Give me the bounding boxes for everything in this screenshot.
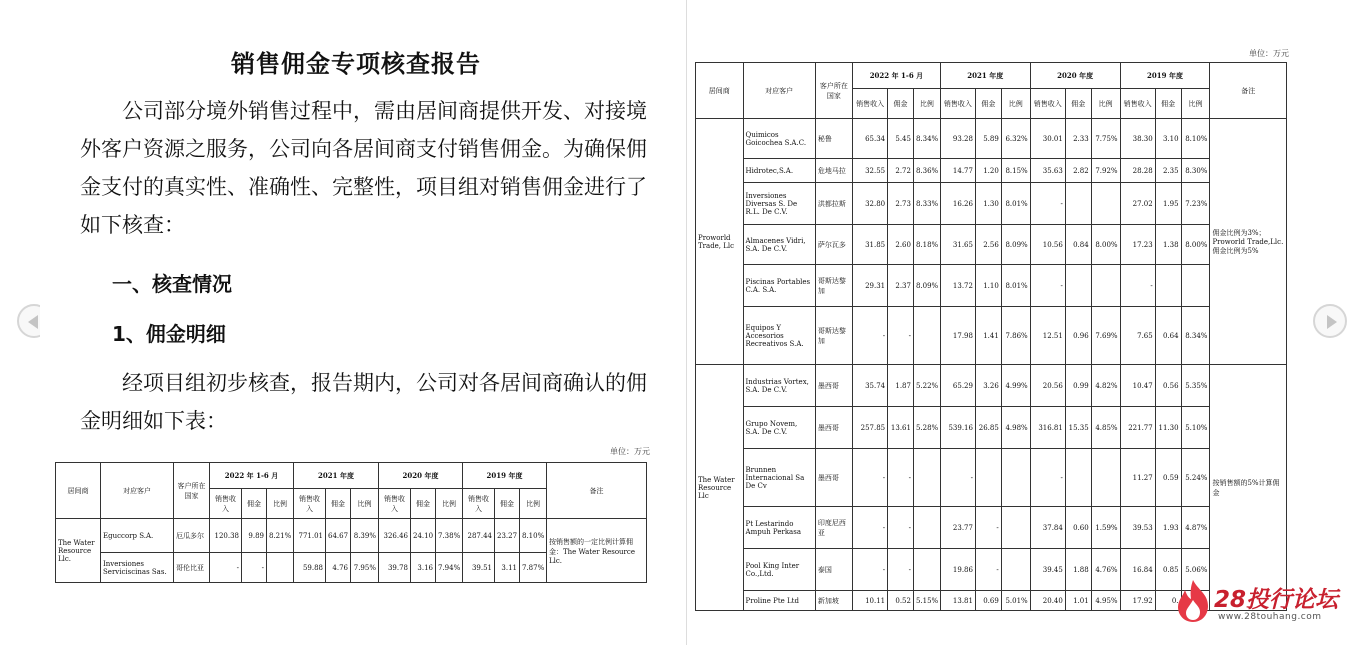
report-title: 销售佣金专项核查报告 bbox=[231, 50, 481, 78]
value-cell: 0.60 bbox=[1065, 507, 1091, 549]
value-cell: 4.82% bbox=[1091, 365, 1120, 407]
header-year: 2020 年度 bbox=[1030, 63, 1120, 89]
value-cell bbox=[1001, 549, 1030, 591]
value-cell: 12.51 bbox=[1030, 307, 1065, 365]
unit-label: 单位：万元 bbox=[610, 447, 650, 456]
value-cell: 4.76 bbox=[326, 553, 351, 583]
value-cell: 17.23 bbox=[1120, 225, 1155, 265]
value-cell bbox=[1091, 265, 1120, 307]
value-cell: 2.56 bbox=[975, 225, 1001, 265]
header-revenue: 销售收入 bbox=[294, 489, 326, 519]
header-country: 客户所在国家 bbox=[815, 63, 852, 119]
country-cell: 印度尼西亚 bbox=[815, 507, 852, 549]
value-cell bbox=[267, 553, 294, 583]
value-cell: 7.86% bbox=[1001, 307, 1030, 365]
value-cell: 17.98 bbox=[940, 307, 975, 365]
value-cell: 8.09% bbox=[913, 265, 940, 307]
value-cell bbox=[913, 507, 940, 549]
header-ratio: 比例 bbox=[520, 489, 547, 519]
client-cell: Grupo Novem, S.A. De C.V. bbox=[743, 407, 815, 449]
value-cell: 5.15% bbox=[913, 591, 940, 611]
table-row bbox=[696, 507, 1287, 549]
value-cell: 3.16 bbox=[411, 553, 436, 583]
value-cell: 4.87% bbox=[1181, 507, 1210, 549]
value-cell: - bbox=[1120, 265, 1155, 307]
value-cell: 10.47 bbox=[1120, 365, 1155, 407]
value-cell: 5.01% bbox=[1001, 591, 1030, 611]
table-row bbox=[696, 225, 1287, 265]
value-cell: 39.53 bbox=[1120, 507, 1155, 549]
value-cell: 2.33 bbox=[1065, 119, 1091, 159]
value-cell: 13.61 bbox=[888, 407, 914, 449]
header-ratio: 比例 bbox=[1091, 89, 1120, 119]
forum-watermark bbox=[1172, 578, 1366, 634]
value-cell: 29.31 bbox=[853, 265, 888, 307]
value-cell: 7.87% bbox=[520, 553, 547, 583]
watermark-title: 28投行论坛 bbox=[1214, 587, 1339, 613]
value-cell: 59.88 bbox=[294, 553, 326, 583]
value-cell: 32.80 bbox=[853, 183, 888, 225]
value-cell: 5.22% bbox=[913, 365, 940, 407]
right-document-page bbox=[686, 0, 1293, 645]
value-cell: - bbox=[210, 553, 242, 583]
value-cell: 0.96 bbox=[1065, 307, 1091, 365]
value-cell: 3.10 bbox=[1155, 119, 1181, 159]
country-cell: 哥斯达黎加 bbox=[815, 307, 852, 365]
value-cell: 38.30 bbox=[1120, 119, 1155, 159]
value-cell: 5.24% bbox=[1181, 449, 1210, 507]
value-cell: 3.11 bbox=[495, 553, 520, 583]
intro-paragraph: 公司部分境外销售过程中，需由居间商提供开发、对接境外客户资源之服务，公司向各居间商支付销售佣金。为确保佣金支付的真实性、准确性、完整性，项目组对销售佣金进行了如下核查： bbox=[80, 99, 647, 237]
chevron-right-icon bbox=[1327, 315, 1337, 329]
value-cell: 0. bbox=[1155, 591, 1181, 611]
value-cell: 771.01 bbox=[294, 519, 326, 553]
value-cell bbox=[913, 549, 940, 591]
header-commission: 佣金 bbox=[242, 489, 267, 519]
chevron-left-icon bbox=[28, 315, 38, 329]
value-cell: 5.06% bbox=[1181, 549, 1210, 591]
value-cell: 65.34 bbox=[853, 119, 888, 159]
value-cell: 30.01 bbox=[1030, 119, 1065, 159]
value-cell: 8.00% bbox=[1181, 225, 1210, 265]
value-cell: 93.28 bbox=[940, 119, 975, 159]
header-commission: 佣金 bbox=[1155, 89, 1181, 119]
client-cell: Hidrotec,S.A. bbox=[743, 159, 815, 183]
watermark-url: www.28touhang.com bbox=[1218, 612, 1322, 622]
value-cell: 0.99 bbox=[1065, 365, 1091, 407]
value-cell: 31.85 bbox=[853, 225, 888, 265]
client-cell: Almacenes Vidri, S.A. De C.V. bbox=[743, 225, 815, 265]
value-cell: 35.74 bbox=[853, 365, 888, 407]
value-cell: - bbox=[1030, 265, 1065, 307]
value-cell: 4.85% bbox=[1091, 407, 1120, 449]
header-revenue: 销售收入 bbox=[210, 489, 242, 519]
value-cell bbox=[1091, 449, 1120, 507]
value-cell: - bbox=[888, 307, 914, 365]
value-cell: 2.35 bbox=[1155, 159, 1181, 183]
table-row bbox=[696, 119, 1287, 159]
header-revenue: 销售收入 bbox=[1030, 89, 1065, 119]
value-cell: 10.56 bbox=[1030, 225, 1065, 265]
value-cell: 4.98% bbox=[1001, 407, 1030, 449]
next-page-button[interactable] bbox=[1313, 304, 1347, 338]
value-cell: 23.77 bbox=[940, 507, 975, 549]
header-year: 2022 年 1-6 月 bbox=[853, 63, 941, 89]
value-cell: 64.67 bbox=[326, 519, 351, 553]
country-cell: 泰国 bbox=[815, 549, 852, 591]
value-cell bbox=[1181, 265, 1210, 307]
subsection-heading: 1、佣金明细 bbox=[112, 322, 226, 346]
header-revenue: 销售收入 bbox=[940, 89, 975, 119]
header-year: 2019 年度 bbox=[1120, 63, 1210, 89]
value-cell bbox=[1001, 507, 1030, 549]
client-cell: Inversiones Diversas S. De R.L. De C.V. bbox=[743, 183, 815, 225]
value-cell: 8.34% bbox=[1181, 307, 1210, 365]
header-revenue: 销售收入 bbox=[379, 489, 411, 519]
header-ratio: 比例 bbox=[351, 489, 379, 519]
value-cell: 28.28 bbox=[1120, 159, 1155, 183]
unit-label-right: 单位：万元 bbox=[1249, 49, 1289, 58]
header-broker: 居间商 bbox=[696, 63, 744, 119]
value-cell: 7.95% bbox=[351, 553, 379, 583]
value-cell: 5.10% bbox=[1181, 407, 1210, 449]
broker-cell: Proworld Trade, Llc bbox=[696, 119, 744, 365]
value-cell: 5.89 bbox=[975, 119, 1001, 159]
header-revenue: 销售收入 bbox=[853, 89, 888, 119]
value-cell: 287.44 bbox=[463, 519, 495, 553]
value-cell: 0.69 bbox=[975, 591, 1001, 611]
value-cell: 1.88 bbox=[1065, 549, 1091, 591]
value-cell: - bbox=[888, 507, 914, 549]
value-cell: 4.76% bbox=[1091, 549, 1120, 591]
table-row bbox=[696, 307, 1287, 365]
value-cell: 8.10% bbox=[520, 519, 547, 553]
value-cell bbox=[1155, 265, 1181, 307]
header-ratio: 比例 bbox=[436, 489, 463, 519]
header-note: 备注 bbox=[1210, 63, 1287, 119]
value-cell: 7.65 bbox=[1120, 307, 1155, 365]
country-cell: 危地马拉 bbox=[815, 159, 852, 183]
value-cell: 2.60 bbox=[888, 225, 914, 265]
header-year: 2021 年度 bbox=[294, 463, 379, 489]
value-cell: 1.41 bbox=[975, 307, 1001, 365]
value-cell: 10.11 bbox=[853, 591, 888, 611]
value-cell: 0.85 bbox=[1155, 549, 1181, 591]
value-cell: 5.35% bbox=[1181, 365, 1210, 407]
value-cell bbox=[913, 307, 940, 365]
header-ratio: 比例 bbox=[1001, 89, 1030, 119]
table-row bbox=[696, 183, 1287, 225]
value-cell: 8.36% bbox=[913, 159, 940, 183]
value-cell: 2.37 bbox=[888, 265, 914, 307]
value-cell: 35.63 bbox=[1030, 159, 1065, 183]
left-document-page bbox=[40, 0, 672, 645]
table-intro-paragraph: 经项目组初步核查，报告期内，公司对各居间商确认的佣金明细如下表： bbox=[80, 371, 647, 433]
value-cell: 4.95% bbox=[1091, 591, 1120, 611]
value-cell: 11.27 bbox=[1120, 449, 1155, 507]
header-commission: 佣金 bbox=[326, 489, 351, 519]
value-cell: 0.56 bbox=[1155, 365, 1181, 407]
table-row bbox=[56, 519, 647, 553]
header-year: 2021 年度 bbox=[940, 63, 1030, 89]
value-cell: 0.84 bbox=[1065, 225, 1091, 265]
value-cell: 8.00% bbox=[1091, 225, 1120, 265]
flame-logo-icon bbox=[1172, 578, 1214, 624]
table-row bbox=[696, 365, 1287, 407]
header-broker: 居间商 bbox=[56, 463, 101, 519]
header-ratio: 比例 bbox=[1181, 89, 1210, 119]
value-cell: 65.29 bbox=[940, 365, 975, 407]
value-cell bbox=[1065, 183, 1091, 225]
value-cell: 37.84 bbox=[1030, 507, 1065, 549]
country-cell: 新加坡 bbox=[815, 591, 852, 611]
value-cell bbox=[913, 449, 940, 507]
value-cell: 0.52 bbox=[888, 591, 914, 611]
value-cell: 1.20 bbox=[975, 159, 1001, 183]
country-cell: 哥斯达黎加 bbox=[815, 265, 852, 307]
value-cell: - bbox=[888, 449, 914, 507]
value-cell: 9.89 bbox=[242, 519, 267, 553]
value-cell: 8.09% bbox=[1001, 225, 1030, 265]
value-cell: 8.39% bbox=[351, 519, 379, 553]
header-country: 客户所在国家 bbox=[174, 463, 210, 519]
value-cell: 1.38 bbox=[1155, 225, 1181, 265]
client-cell: Piscinas Portables C.A. S.A. bbox=[743, 265, 815, 307]
header-year: 2022 年 1-6 月 bbox=[210, 463, 294, 489]
value-cell: 326.46 bbox=[379, 519, 411, 553]
value-cell: 1.93 bbox=[1155, 507, 1181, 549]
section-heading: 一、核查情况 bbox=[112, 272, 232, 296]
value-cell: 1.95 bbox=[1155, 183, 1181, 225]
client-cell: Pool King Inter Co.,Ltd. bbox=[743, 549, 815, 591]
header-ratio: 比例 bbox=[267, 489, 294, 519]
value-cell: 2.82 bbox=[1065, 159, 1091, 183]
header-note: 备注 bbox=[547, 463, 647, 519]
value-cell: 20.40 bbox=[1030, 591, 1065, 611]
header-year: 2020 年度 bbox=[379, 463, 463, 489]
value-cell: 19.86 bbox=[940, 549, 975, 591]
value-cell: - bbox=[242, 553, 267, 583]
value-cell bbox=[1065, 449, 1091, 507]
table-row bbox=[696, 265, 1287, 307]
value-cell: - bbox=[853, 549, 888, 591]
value-cell bbox=[1001, 449, 1030, 507]
value-cell: 7.23% bbox=[1181, 183, 1210, 225]
commission-table-left bbox=[55, 462, 647, 583]
value-cell: 17.92 bbox=[1120, 591, 1155, 611]
value-cell: 7.69% bbox=[1091, 307, 1120, 365]
table-row bbox=[696, 159, 1287, 183]
value-cell: 1.10 bbox=[975, 265, 1001, 307]
value-cell: 16.84 bbox=[1120, 549, 1155, 591]
header-commission: 佣金 bbox=[1065, 89, 1091, 119]
value-cell: 0.64 bbox=[1155, 307, 1181, 365]
value-cell: - bbox=[1030, 183, 1065, 225]
value-cell: 23.27 bbox=[495, 519, 520, 553]
country-cell: 洪都拉斯 bbox=[815, 183, 852, 225]
header-client: 对应客户 bbox=[101, 463, 174, 519]
client-cell: Industrias Vortex, S.A. De C.V. bbox=[743, 365, 815, 407]
value-cell: 1.87 bbox=[888, 365, 914, 407]
client-cell: Proline Pte Ltd bbox=[743, 591, 815, 611]
country-cell: 厄瓜多尔 bbox=[174, 519, 210, 553]
value-cell: 8.15% bbox=[1001, 159, 1030, 183]
value-cell: 5.45 bbox=[888, 119, 914, 159]
client-cell: Equipos Y Accesorios Recreativos S.A. bbox=[743, 307, 815, 365]
value-cell: 39.78 bbox=[379, 553, 411, 583]
value-cell bbox=[975, 449, 1001, 507]
value-cell: 8.01% bbox=[1001, 265, 1030, 307]
broker-cell: The Water Resource Llc bbox=[696, 365, 744, 611]
header-commission: 佣金 bbox=[495, 489, 520, 519]
country-cell: 秘鲁 bbox=[815, 119, 852, 159]
value-cell: 221.77 bbox=[1120, 407, 1155, 449]
value-cell: 13.81 bbox=[940, 591, 975, 611]
value-cell: 39.51 bbox=[463, 553, 495, 583]
client-cell: Inversiones Serviciscinas Sas. bbox=[101, 553, 174, 583]
header-commission: 佣金 bbox=[975, 89, 1001, 119]
value-cell: 316.81 bbox=[1030, 407, 1065, 449]
header-revenue: 销售收入 bbox=[1120, 89, 1155, 119]
header-ratio: 比例 bbox=[913, 89, 940, 119]
value-cell: 8.34% bbox=[913, 119, 940, 159]
country-cell: 哥伦比亚 bbox=[174, 553, 210, 583]
value-cell: 27.02 bbox=[1120, 183, 1155, 225]
value-cell bbox=[1065, 265, 1091, 307]
value-cell: 539.16 bbox=[940, 407, 975, 449]
value-cell: - bbox=[940, 449, 975, 507]
client-cell: Eguccorp S.A. bbox=[101, 519, 174, 553]
value-cell: 7.92% bbox=[1091, 159, 1120, 183]
value-cell: 1.59% bbox=[1091, 507, 1120, 549]
table-row bbox=[696, 407, 1287, 449]
header-commission: 佣金 bbox=[411, 489, 436, 519]
value-cell: 0.59 bbox=[1155, 449, 1181, 507]
value-cell: 4.99% bbox=[1001, 365, 1030, 407]
country-cell: 墨西哥 bbox=[815, 365, 852, 407]
value-cell: 8.10% bbox=[1181, 119, 1210, 159]
value-cell: 2.73 bbox=[888, 183, 914, 225]
value-cell: 8.30% bbox=[1181, 159, 1210, 183]
value-cell: 32.55 bbox=[853, 159, 888, 183]
value-cell: 120.38 bbox=[210, 519, 242, 553]
value-cell: 16.26 bbox=[940, 183, 975, 225]
value-cell: 257.85 bbox=[853, 407, 888, 449]
value-cell: 39.45 bbox=[1030, 549, 1065, 591]
value-cell: - bbox=[1030, 449, 1065, 507]
value-cell: - bbox=[853, 307, 888, 365]
value-cell: 24.10 bbox=[411, 519, 436, 553]
value-cell: 15.35 bbox=[1065, 407, 1091, 449]
value-cell: 11.30 bbox=[1155, 407, 1181, 449]
value-cell: - bbox=[853, 449, 888, 507]
client-cell: Brunnen Internacional Sa De Cv bbox=[743, 449, 815, 507]
value-cell: 26.85 bbox=[975, 407, 1001, 449]
broker-cell: The Water Resource Llc. bbox=[56, 519, 101, 583]
value-cell: 1.30 bbox=[975, 183, 1001, 225]
note-cell: 按销售额的一定比例计算佣金：The Water Resource Llc. bbox=[547, 519, 647, 583]
commission-table-right bbox=[695, 62, 1287, 611]
note-cell: 按销售额的5%计算佣金 bbox=[1210, 365, 1287, 611]
header-revenue: 销售收入 bbox=[463, 489, 495, 519]
value-cell: 13.72 bbox=[940, 265, 975, 307]
value-cell: - bbox=[853, 507, 888, 549]
value-cell: 6.32% bbox=[1001, 119, 1030, 159]
client-cell: Pt Lestarindo Ampuh Perkasa bbox=[743, 507, 815, 549]
header-commission: 佣金 bbox=[888, 89, 914, 119]
value-cell: 8.01% bbox=[1001, 183, 1030, 225]
value-cell: - bbox=[975, 549, 1001, 591]
value-cell: 7.94% bbox=[436, 553, 463, 583]
country-cell: 墨西哥 bbox=[815, 407, 852, 449]
country-cell: 墨西哥 bbox=[815, 449, 852, 507]
header-client: 对应客户 bbox=[743, 63, 815, 119]
value-cell: - bbox=[975, 507, 1001, 549]
note-cell: 佣金比例为3%；Proworld Trade,Llc. 佣金比例为5% bbox=[1210, 119, 1287, 365]
client-cell: Quimicos Goicochea S.A.C. bbox=[743, 119, 815, 159]
value-cell: 2.72 bbox=[888, 159, 914, 183]
value-cell: 7.75% bbox=[1091, 119, 1120, 159]
header-year: 2019 年度 bbox=[463, 463, 547, 489]
value-cell: 8.21% bbox=[267, 519, 294, 553]
value-cell: 1.01 bbox=[1065, 591, 1091, 611]
value-cell: 3.26 bbox=[975, 365, 1001, 407]
value-cell: 14.77 bbox=[940, 159, 975, 183]
country-cell: 萨尔瓦多 bbox=[815, 225, 852, 265]
value-cell bbox=[1091, 183, 1120, 225]
value-cell: 20.56 bbox=[1030, 365, 1065, 407]
value-cell: 5.28% bbox=[913, 407, 940, 449]
value-cell: 8.33% bbox=[913, 183, 940, 225]
value-cell: 31.65 bbox=[940, 225, 975, 265]
value-cell: 7.38% bbox=[436, 519, 463, 553]
value-cell: - bbox=[888, 549, 914, 591]
value-cell: 8.18% bbox=[913, 225, 940, 265]
table-row bbox=[696, 449, 1287, 507]
